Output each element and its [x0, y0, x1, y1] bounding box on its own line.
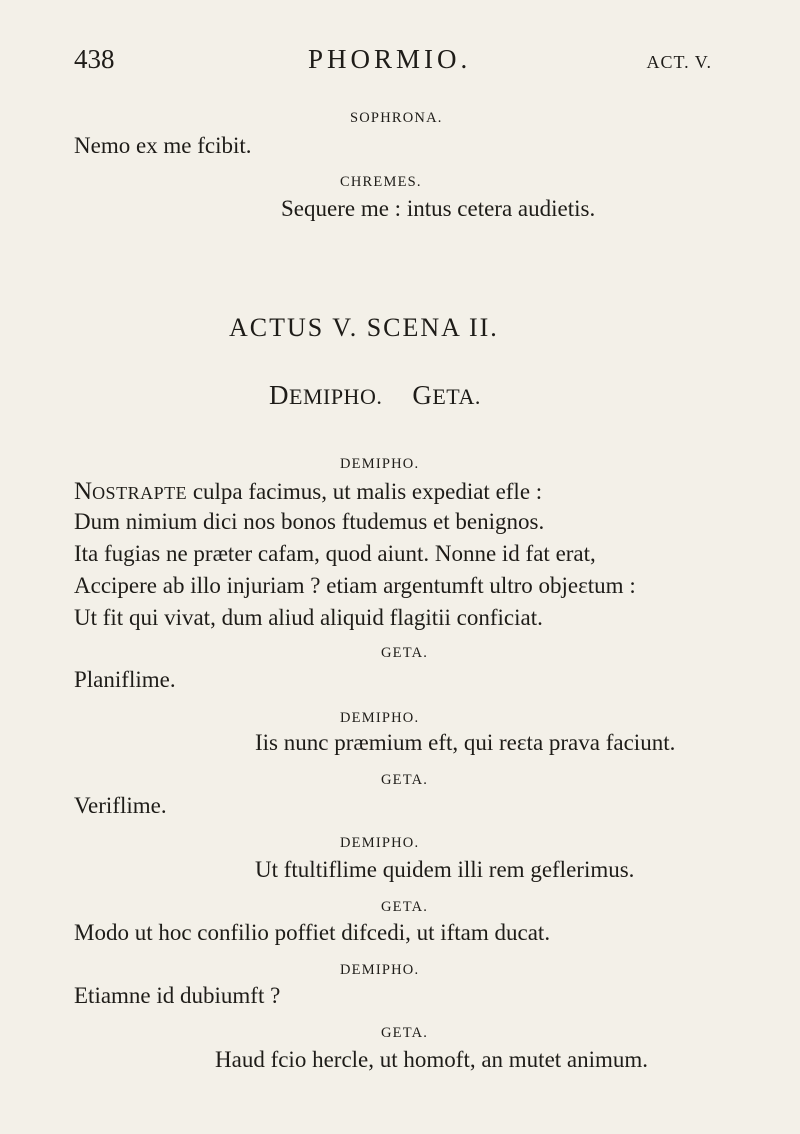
verse-line: Ita fugias ne præter cafam, quod aiunt. Nonne id fat erat, — [74, 541, 596, 566]
verse-line: Iis nunc præmium eft, qui reɛta prava faciunt. — [255, 730, 676, 755]
scene-heading: ACTUS V. SCENA II. — [229, 313, 499, 342]
verse-line: Veriflime. — [74, 793, 167, 818]
speaker-chremes: CHREMES. — [340, 174, 422, 190]
verse-line: Dum nimium dici nos bonos ftudemus et benignos. — [74, 509, 545, 534]
speaker-geta: GETA. — [381, 899, 429, 915]
drop-initial: N — [74, 478, 93, 505]
initial: D — [269, 380, 289, 410]
speaker-demipho: DEMIPHO. — [340, 710, 420, 726]
person-name: ETA. — [432, 384, 481, 409]
small-caps-word: OSTRAPTE — [92, 483, 188, 503]
verse-line — [74, 478, 542, 506]
speaker-demipho: DEMIPHO. — [340, 962, 420, 978]
verse-line: Nemo ex me fcibit. — [74, 133, 252, 158]
speaker-geta: GETA. — [381, 645, 429, 661]
speaker-geta: GETA. — [381, 772, 429, 788]
verse-line: Ut ftultiflime quidem illi rem geflerimus. — [255, 857, 635, 882]
verse-line: Ut fit qui vivat, dum aliud aliquid flagitii conficiat. — [74, 605, 543, 630]
running-title: PHORMIO. — [308, 44, 472, 74]
verse-line: Modo ut hoc confilio poffiet difcedi, ut iftam ducat. — [74, 920, 551, 945]
page-number: 438 — [74, 44, 115, 74]
verse-line: Haud fcio hercle, ut homoft, an mutet animum. — [215, 1047, 649, 1072]
speaker-demipho: DEMIPHO. — [340, 456, 420, 472]
speaker-demipho: DEMIPHO. — [340, 835, 420, 851]
verse-line: Accipere ab illo injuriam ? etiam argentumft ultro objeɛtum : — [74, 573, 636, 598]
verse-line: Sequere me : intus cetera audietis. — [281, 196, 596, 221]
verse-line: Etiamne id dubiumft ? — [74, 983, 281, 1008]
dramatis-personae — [269, 380, 481, 411]
speaker-geta: GETA. — [381, 1025, 429, 1041]
initial: G — [412, 380, 433, 410]
verse-text: culpa facimus, ut malis expediat efle : — [187, 479, 543, 504]
act-label: ACT. V. — [646, 52, 712, 72]
verse-line: Planiflime. — [74, 667, 176, 692]
person-name: EMIPHO. — [289, 384, 383, 409]
speaker-sophrona: SOPHRONA. — [350, 110, 443, 126]
